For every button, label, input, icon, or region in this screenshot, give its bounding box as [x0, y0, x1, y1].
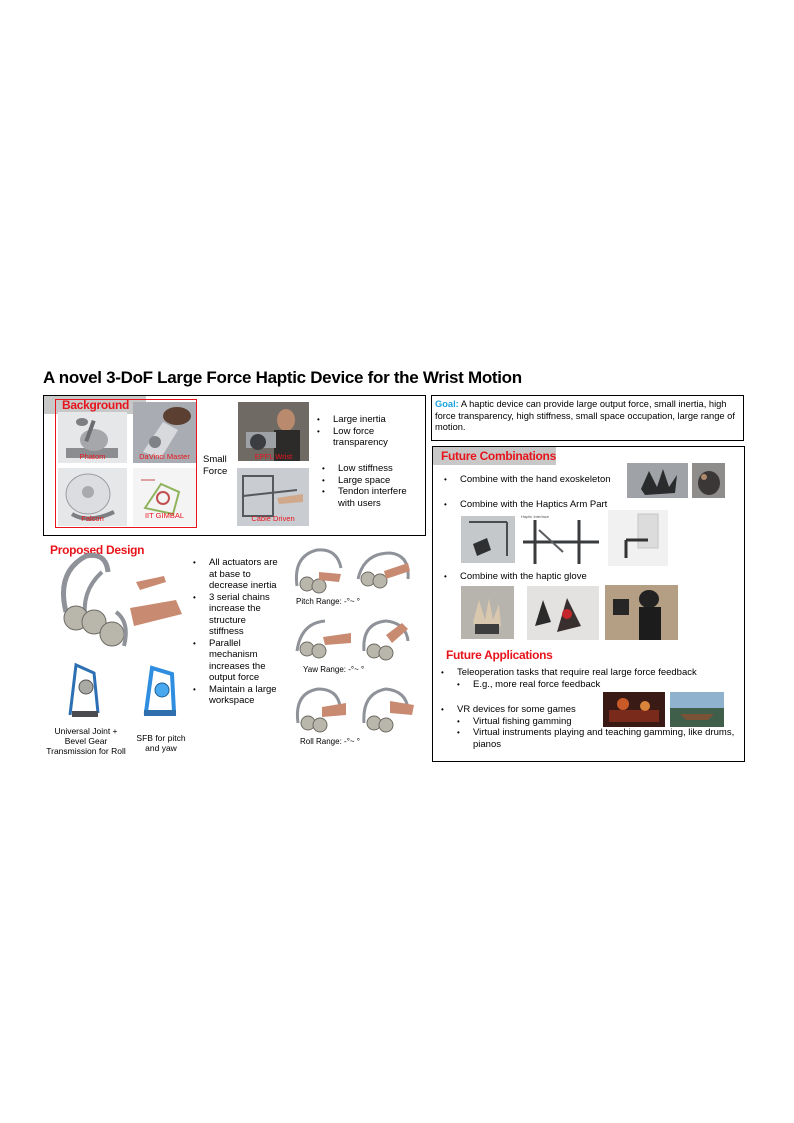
small-force-label: Small Force	[203, 454, 228, 477]
future-combinations-heading: Future Combinations	[433, 447, 556, 465]
bullet-parallel-mechanism: • Parallel mechanism increases the output force	[192, 638, 280, 684]
future-applications-heading: Future Applications	[446, 648, 553, 662]
haptic-glove-image-2	[527, 586, 599, 640]
goal-box	[431, 395, 744, 441]
davinci-caption: DaVinci Master	[139, 452, 190, 461]
bullet-actuators-at-base: • All actuators are at base to decrease inertia	[192, 557, 280, 592]
roll-range-label: Roll Range: -°~ °	[300, 737, 360, 746]
future-combination-item-2	[443, 499, 643, 511]
proposed-design-bullets	[192, 557, 280, 707]
sfb-render	[138, 660, 182, 720]
bullet-large-workspace: • Maintain a large workspace	[192, 684, 280, 707]
application-teleoperation: • Teleoperation tasks that require real large force feedback	[440, 667, 740, 679]
goal-text: A haptic device can provide large output force, small inertia, high force transparency, high stiffness, small space occupation, large range of motion.	[435, 399, 735, 433]
bullet-low-force-transparency: • Low force transparency	[316, 426, 416, 449]
iit-gimbal-caption: IIT GIMBAL	[144, 511, 185, 520]
haptics-arm-image-3	[608, 510, 668, 566]
pitch-render-1	[289, 546, 351, 596]
pitch-range-label: Pitch Range: -°~ °	[296, 597, 360, 606]
pitch-render-2	[354, 549, 414, 595]
application-virtual-instruments: • Virtual instruments playing and teaching gamming, like drums, pianos	[440, 727, 740, 750]
hand-exoskeleton-image-2	[692, 463, 725, 498]
haptics-arm-image-2	[519, 512, 603, 566]
application-vr-devices: • VR devices for some games	[440, 704, 740, 716]
haptics-arm-image-1	[461, 516, 515, 563]
haptic-glove-image-1	[461, 586, 514, 639]
bullet-tendon-interfere: • Tendon interfere with users	[321, 486, 411, 509]
application-teleoperation-example: • E.g., more real force feedback	[440, 679, 740, 691]
hand-exoskeleton-image-1	[627, 463, 688, 498]
combine-haptic-glove: • Combine with the haptic glove	[443, 571, 643, 583]
bullet-low-stiffness: • Low stiffness	[321, 463, 411, 475]
haptic-glove-image-3	[605, 585, 678, 640]
roll-render-1	[292, 685, 350, 735]
yaw-render-1	[293, 615, 353, 663]
haptic-interface-label: Haptic Interface	[521, 514, 550, 519]
epfl-caption: EPFL Wrist	[254, 452, 293, 461]
background-bullets-2	[321, 463, 411, 509]
combine-haptics-arm-part: • Combine with the Haptics Arm Part	[443, 499, 643, 511]
universal-joint-render	[64, 657, 104, 721]
poster-title: A novel 3-DoF Large Force Haptic Device for the Wrist Motion	[43, 368, 522, 387]
universal-joint-caption: Universal Joint + Bevel Gear Transmission for Roll	[46, 726, 126, 756]
roll-render-2	[358, 685, 416, 735]
vr-game-image-1	[603, 692, 665, 727]
vr-game-image-2	[670, 692, 724, 727]
bullet-large-inertia: • Large inertia	[316, 414, 416, 426]
sfb-caption: SFB for pitch and yaw	[136, 733, 186, 753]
yaw-range-label: Yaw Range: -°~ °	[303, 665, 365, 674]
future-combination-item-3	[443, 571, 643, 583]
falcon-caption: Falcon	[81, 514, 104, 523]
combine-hand-exoskeleton: • Combine with the hand exoskeleton	[443, 474, 633, 486]
future-combination-item-1	[443, 474, 633, 486]
cable-driven-caption: Cable Driven	[251, 514, 295, 523]
future-applications-list-1	[440, 667, 740, 690]
yaw-render-2	[358, 617, 414, 663]
phantom-caption: Phatom	[79, 452, 106, 461]
background-bullets-1	[316, 414, 416, 449]
background-heading: Background	[44, 396, 146, 414]
goal-label: Goal:	[435, 399, 459, 409]
bullet-large-space: • Large space	[321, 475, 411, 487]
application-virtual-fishing: • Virtual fishing gamming	[440, 716, 740, 728]
proposed-design-heading: Proposed Design	[50, 543, 145, 557]
bullet-serial-chains: • 3 serial chains increase the structure stiffness	[192, 592, 280, 638]
device-render-main	[46, 552, 188, 656]
